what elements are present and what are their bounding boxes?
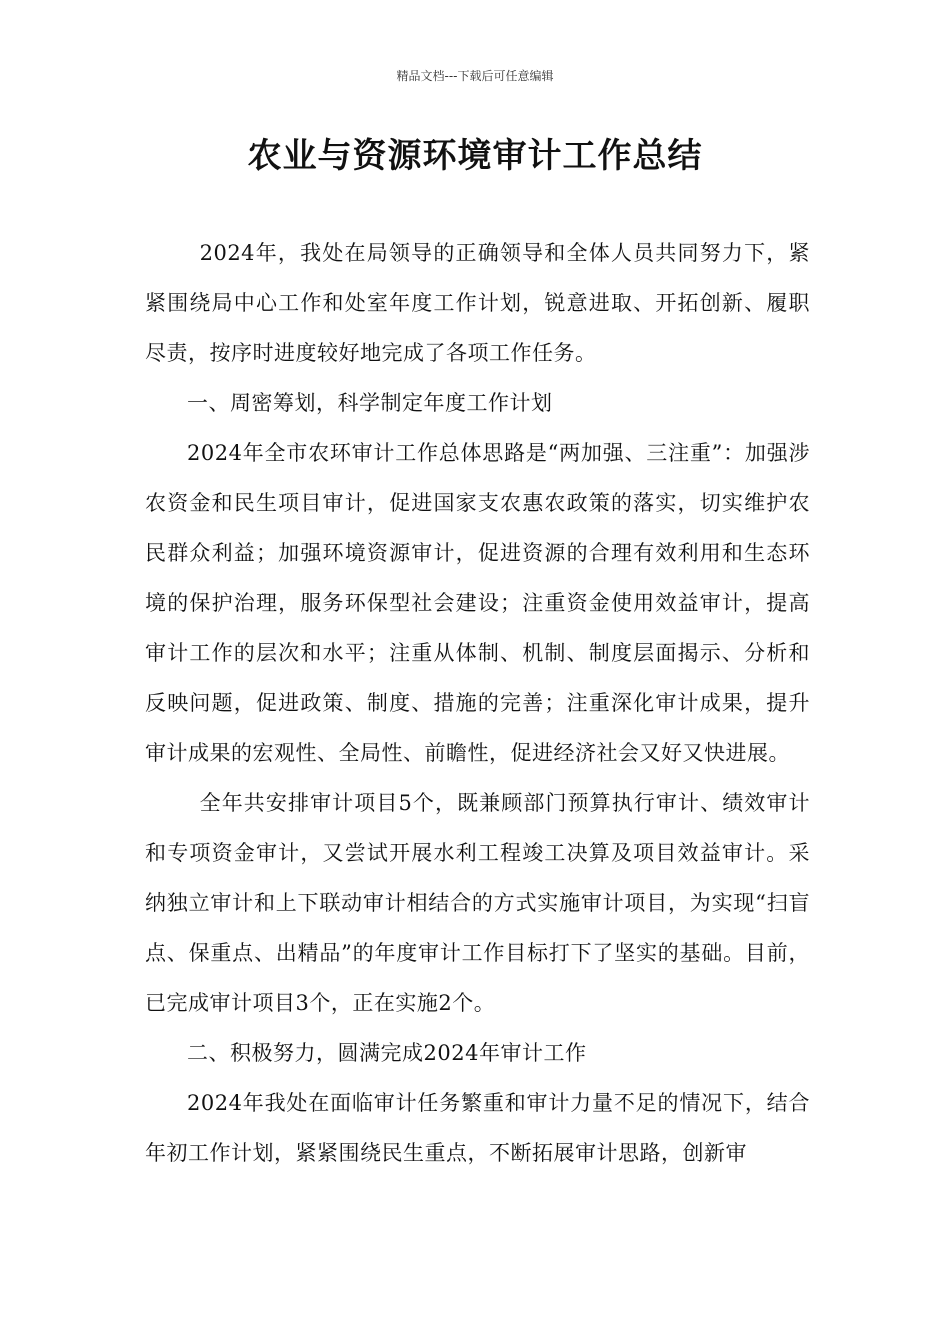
paragraph-overall-approach: 2024年全市农环审计工作总体思路是“两加强、三注重”：加强涉农资金和民生项目审计，促进国家支农惠农政策的落实，切实维护农民群众利益；加强环境资源审计，促进资源的合理有效利用和生态环境的保护治理，服务环保型社会建设；注重资金使用效益审计，提高审计工作的层次和水平；注重从体制、机制、制度层面揭示、分析和反映问题，促进政策、制度、措施的完善；注重深化审计成果，提升审计成果的宏观性、全局性、前瞻性，促进经济社会又好又快进展。 [145, 441, 810, 765]
header-note: 精品文档---下载后可任意编辑 [396, 69, 554, 83]
section-heading-1: 一、周密筹划，科学制定年度工作计划 [187, 391, 553, 415]
paragraph-intro: 2024年，我处在局领导的正确领导和全体人员共同努力下，紧紧围绕局中心工作和处室年度工作计划，锐意进取、开拓创新、履职尽责，按序时进度较好地完成了各项工作任务。 [145, 241, 810, 365]
document-body [145, 228, 810, 1178]
section-heading-2: 二、积极努力，圆满完成2024年审计工作 [187, 1041, 587, 1065]
document-title: 农业与资源环境审计工作总结 [247, 136, 703, 176]
paragraph-audit-work: 2024年我处在面临审计任务繁重和审计力量不足的情况下，结合年初工作计划，紧紧围绕民生重点，不断拓展审计思路，创新审 [145, 1091, 810, 1165]
paragraph-project-arrangement: 全年共安排审计项目5个，既兼顾部门预算执行审计、绩效审计和专项资金审计，又尝试开展水利工程竣工决算及项目效益审计。采纳独立审计和上下联动审计相结合的方式实施审计项目，为实现“扫盲点、保重点、出精品”的年度审计工作目标打下了坚实的基础。目前，已完成审计项目3个，正在实施2个。 [145, 791, 810, 1015]
